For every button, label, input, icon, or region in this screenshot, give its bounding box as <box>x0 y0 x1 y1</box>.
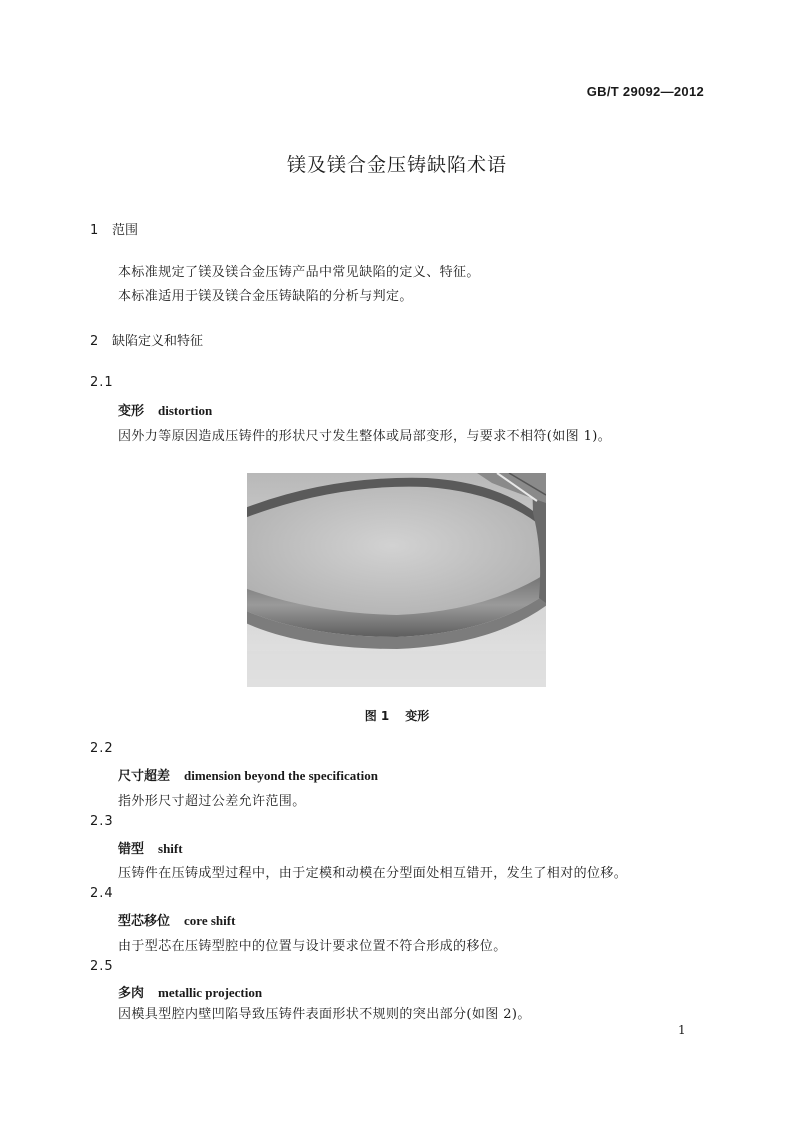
term-number: 2.1 <box>90 375 114 390</box>
document-title: 镁及镁合金压铸缺陷术语 <box>286 154 507 176</box>
section-2-title: 缺陷定义和特征 <box>112 334 204 349</box>
term-english: core shift <box>184 913 236 928</box>
figure-1-label: 图 1 <box>364 709 390 723</box>
term-chinese: 变形 <box>118 404 145 419</box>
term-definition: 指外形尺寸超过公差允许范围。 <box>118 794 306 809</box>
section-1-paragraph: 本标准适用于镁及镁合金压铸缺陷的分析与判定。 <box>118 289 413 304</box>
section-2-number: 2 <box>90 334 99 349</box>
term-definition: 压铸件在压铸成型过程中，由于定模和动模在分型面处相互错开，发生了相对的位移。 <box>118 866 628 881</box>
term-heading <box>118 910 235 929</box>
standard-code: GB/T 29092—2012 <box>586 84 704 99</box>
term-number: 2.5 <box>90 959 114 974</box>
section-1-title: 范围 <box>112 223 139 238</box>
distorted-ring-photo <box>247 473 546 687</box>
term-number: 2.2 <box>90 741 114 756</box>
section-1-paragraph: 本标准规定了镁及镁合金压铸产品中常见缺陷的定义、特征。 <box>118 265 480 280</box>
term-english: shift <box>158 841 183 856</box>
term-heading <box>118 982 262 1001</box>
term-chinese: 错型 <box>118 842 145 857</box>
term-heading <box>118 838 183 857</box>
term-definition: 由于型芯在压铸型腔中的位置与设计要求位置不符合形成的移位。 <box>118 939 507 954</box>
section-2-heading <box>90 330 203 349</box>
term-chinese: 型芯移位 <box>118 914 171 929</box>
figure-1-photo <box>247 473 546 687</box>
term-number: 2.3 <box>90 814 114 829</box>
page-number: 1 <box>678 1023 686 1037</box>
term-heading <box>118 765 378 784</box>
term-definition: 因外力等原因造成压铸件的形状尺寸发生整体或局部变形，与要求不相符(如图 1)。 <box>118 429 612 444</box>
term-english: distortion <box>158 403 213 418</box>
term-english: metallic projection <box>158 985 263 1000</box>
term-heading <box>118 400 212 419</box>
section-1-number: 1 <box>90 223 99 238</box>
figure-1-title: 变形 <box>405 709 430 723</box>
term-definition: 因模具型腔内壁凹陷导致压铸件表面形状不规则的突出部分(如图 2)。 <box>118 1007 531 1022</box>
section-1-heading <box>90 219 138 238</box>
term-chinese: 尺寸超差 <box>118 769 171 784</box>
figure-1-caption <box>0 707 794 724</box>
term-number: 2.4 <box>90 886 114 901</box>
term-chinese: 多肉 <box>118 986 145 1001</box>
term-english: dimension beyond the specification <box>184 768 378 783</box>
